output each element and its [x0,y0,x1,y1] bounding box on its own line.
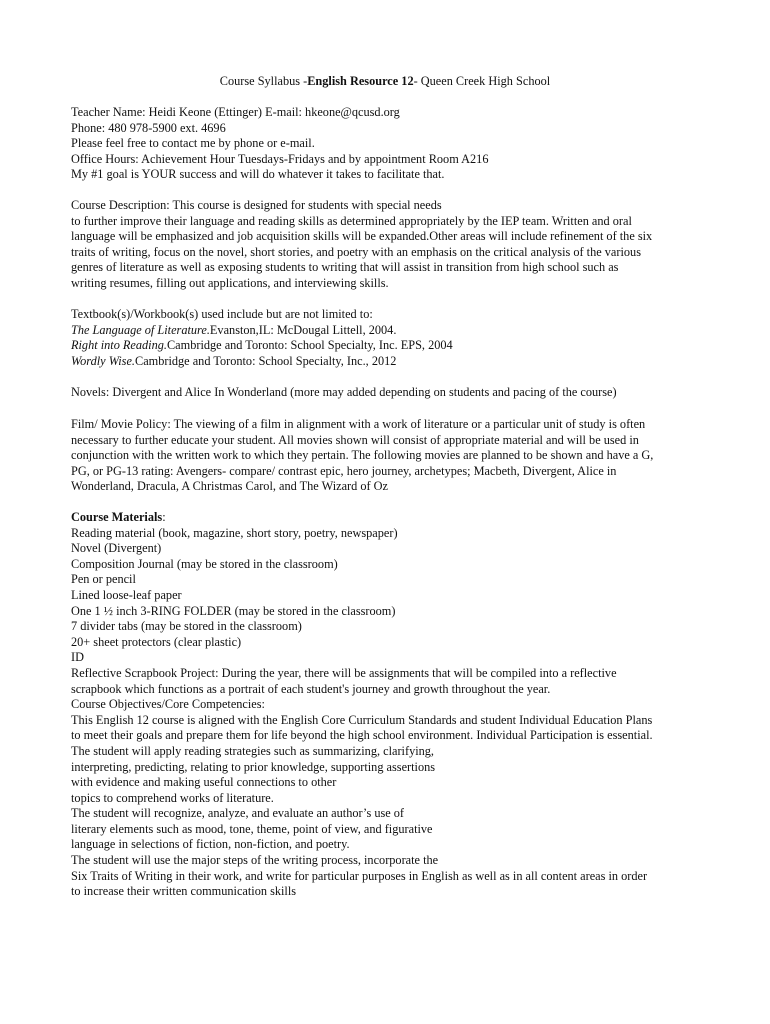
materials-heading-line [71,510,711,526]
materials-line: Composition Journal (may be stored in the classroom) [71,556,338,571]
materials-line: with evidence and making useful connections to other [71,775,337,790]
title-suffix: - Queen Creek High School [413,74,551,88]
materials-line: 7 divider tabs (may be stored in the classroom) [71,619,302,634]
materials-line: One 1 ½ inch 3-RING FOLDER (may be stored in the classroom) [71,603,396,618]
textbook-publisher: Cambridge and Toronto: School Specialty, Inc., 2012 [135,353,397,368]
description-line: traits of writing, focus on the novel, short stories, and poetry with an emphasis on the critical analysis of the various [71,244,641,259]
materials-line: Reflective Scrapbook Project: During the year, there will be assignments that will be compiled into a reflective [71,665,617,680]
textbook-title: The Language of Literature. [71,322,210,337]
film-line: conjunction with the written work to which they pertain. The following movies are planned to be shown and have a G, [71,448,654,463]
textbook-publisher: Cambridge and Toronto: School Specialty, Inc. EPS, 2004 [166,338,453,353]
textbook-item [71,323,711,339]
materials-line: Reading material (book, magazine, short story, poetry, newspaper) [71,525,398,540]
materials-line: language in selections of fiction, non-fiction, and poetry. [71,837,350,852]
materials-line: Pen or pencil [71,572,136,587]
materials-line: literary elements such as mood, tone, theme, point of view, and figurative [71,821,433,836]
film-line: PG, or PG-13 rating: Avengers- compare/ contrast epic, hero journey, archetypes; Macbeth, Divergent, Alice in [71,463,617,478]
title-course-name: English Resource 12 [307,74,414,88]
materials-line: interpreting, predicting, relating to prior knowledge, supporting assertions [71,759,436,774]
textbooks-section [71,307,711,369]
novels-section [71,385,711,401]
materials-line: This English 12 course is aligned with the English Core Curriculum Standards and student Individual Education Plans [71,712,653,727]
teacher-line: My #1 goal is YOUR success and will do whatever it takes to facilitate that. [71,167,445,182]
teacher-info [71,105,711,183]
textbook-item [71,354,711,370]
course-materials [71,510,711,900]
teacher-line: Please feel free to contact me by phone or e-mail. [71,136,315,151]
materials-line: The student will use the major steps of the writing process, incorporate the [71,853,439,868]
materials-line: 20+ sheet protectors (clear plastic) [71,634,242,649]
textbook-title: Wordly Wise. [71,353,135,368]
description-line: writing resumes, filling out applications, and interviewing skills. [71,275,389,290]
teacher-line: Phone: 480 978-5900 ext. 4696 [71,120,226,135]
teacher-line: Teacher Name: Heidi Keone (Ettinger) E-mail: hkeone@qcusd.org [71,105,400,119]
film-line: necessary to further educate your student. All movies shown will consist of appropriate material and will be used in [71,432,639,447]
description-line: to further improve their language and reading skills as determined appropriately by the IEP team. Written and oral [71,213,632,228]
novels-line: Novels: Divergent and Alice In Wonderland (more may added depending on students and pacing of the course) [71,385,617,399]
materials-line: Novel (Divergent) [71,541,162,556]
description-line: genres of literature as well as exposing students to writing that will assist in transition from high school such as [71,260,619,275]
course-description [71,198,711,292]
film-line: Wonderland, Dracula, A Christmas Carol, and The Wizard of Oz [71,479,389,494]
textbooks-heading: Textbook(s)/Workbook(s) used include but are not limited to: [71,307,373,321]
materials-line: to increase their written communication skills [71,884,297,899]
title-prefix: Course Syllabus - [219,74,308,88]
materials-line: Lined loose-leaf paper [71,587,182,602]
textbook-title: Right into Reading. [71,338,167,353]
textbook-publisher: Evanston,IL: McDougal Littell, 2004. [209,322,397,337]
teacher-line: Office Hours: Achievement Hour Tuesdays-Fridays and by appointment Room A216 [71,151,489,166]
materials-line: scrapbook which functions as a portrait of each student's journey and growth throughout the year. [71,681,551,696]
materials-line: ID [71,650,84,665]
materials-heading: Course Materials [71,510,163,524]
materials-line: Six Traits of Writing in their work, and write for particular purposes in English as well as in all content areas in order [71,868,648,883]
materials-heading-colon: : [162,510,166,524]
materials-line: Course Objectives/Core Competencies: [71,697,265,712]
materials-line: topics to comprehend works of literature. [71,790,274,805]
film-policy [71,417,711,495]
film-line: Film/ Movie Policy: The viewing of a film in alignment with a work of literature or a particular unit of study is often [71,417,646,431]
description-line: Course Description: This course is designed for students with special needs [71,198,442,212]
textbook-item [71,338,711,354]
page-title [0,74,770,90]
description-line: language will be emphasized and job acquisition skills will be expanded.Other areas will include refinement of the six [71,229,653,244]
materials-line: The student will recognize, analyze, and evaluate an author’s use of [71,806,405,821]
materials-line: to meet their goals and prepare them for life beyond the high school environment. Individual Participation is essential. [71,728,653,743]
materials-line: The student will apply reading strategies such as summarizing, clarifying, [71,743,435,758]
